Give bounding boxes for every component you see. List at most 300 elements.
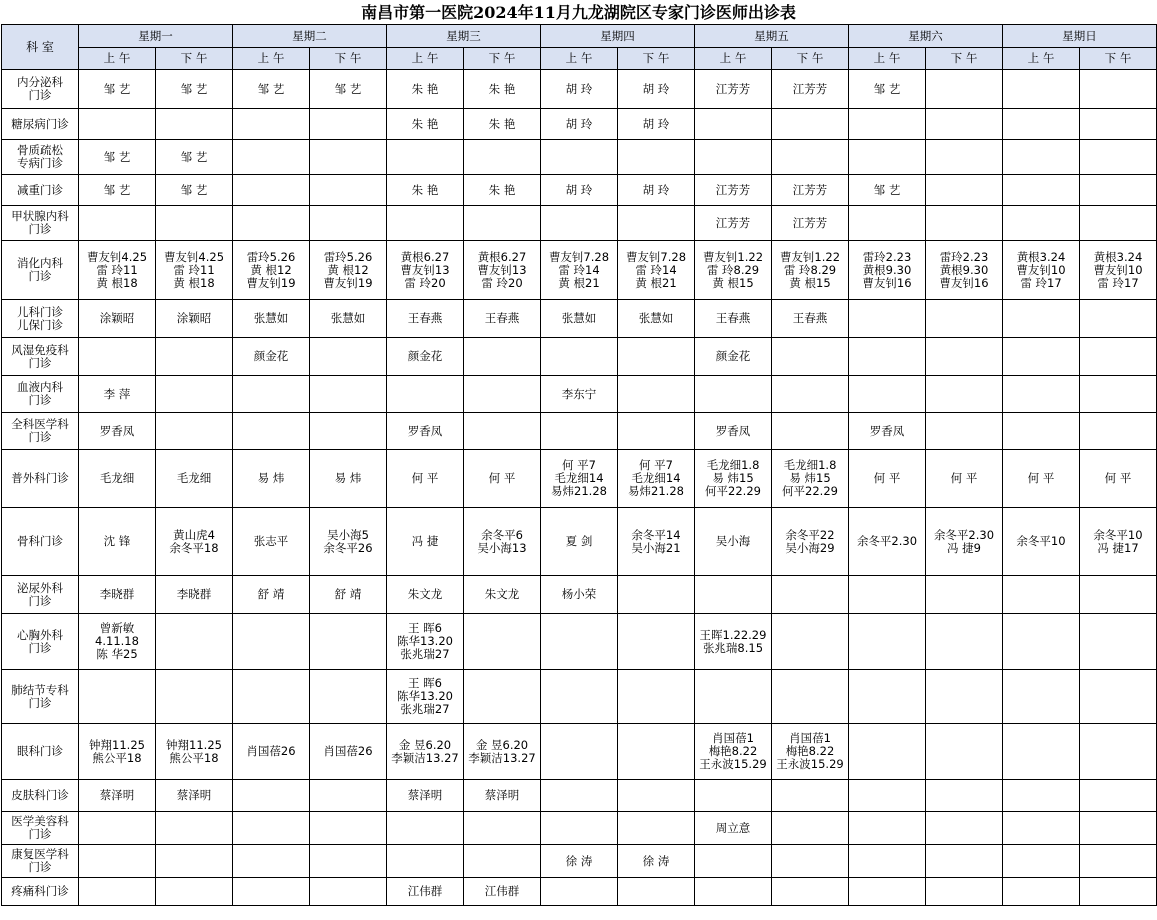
department-name-line: 皮肤科门诊 — [11, 788, 69, 802]
schedule-cell — [1003, 338, 1080, 376]
department-name-line: 肺结节专科 — [11, 682, 69, 697]
doctor-entry: 王晖1.22.29 — [699, 627, 767, 642]
schedule-cell — [772, 206, 849, 241]
schedule-cell — [849, 508, 926, 576]
schedule-cell — [79, 670, 156, 724]
doctor-entry: 易炜21.28 — [628, 484, 684, 498]
department-cell — [2, 175, 79, 206]
schedule-cell — [849, 812, 926, 845]
doctor-entry: 雷玲2.23 — [939, 249, 989, 264]
half-day-header-row — [2, 48, 1157, 70]
doctor-entry: 易 炜15 — [789, 471, 831, 485]
doctor-entry: 曹友钊7.28 — [625, 249, 687, 264]
doctor-entry: 李晓群 — [99, 587, 135, 601]
schedule-cell — [1003, 724, 1080, 780]
doctor-entry: 陈华13.20 — [397, 689, 453, 703]
schedule-cell — [233, 670, 310, 724]
schedule-body — [2, 70, 1157, 906]
schedule-cell — [849, 670, 926, 724]
doctor-entry: 曹友钊13 — [477, 262, 527, 277]
schedule-cell — [79, 413, 156, 450]
table-row — [2, 300, 1157, 338]
doctor-entry: 李颖洁13.27 — [468, 750, 536, 765]
department-name-line: 门诊 — [28, 355, 52, 370]
schedule-cell — [541, 878, 618, 906]
schedule-cell — [387, 206, 464, 241]
schedule-cell — [387, 376, 464, 413]
doctor-entry: 李 萍 — [103, 386, 131, 401]
schedule-cell — [1080, 878, 1157, 906]
schedule-cell — [387, 109, 464, 140]
table-row — [2, 780, 1157, 812]
doctor-entry: 吴小海13 — [477, 540, 527, 555]
department-name-line: 骨科门诊 — [17, 534, 63, 548]
schedule-cell — [310, 780, 387, 812]
schedule-cell — [310, 241, 387, 300]
schedule-cell — [1080, 206, 1157, 241]
doctor-entry: 邹 艺 — [103, 149, 131, 164]
schedule-cell — [1080, 300, 1157, 338]
schedule-cell — [1003, 670, 1080, 724]
schedule-cell — [156, 376, 233, 413]
schedule-cell — [772, 70, 849, 109]
doctor-entry: 邹 艺 — [103, 81, 131, 96]
table-row — [2, 614, 1157, 670]
doctor-entry: 毛龙细1.8 — [706, 458, 760, 472]
doctor-entry: 夏 剑 — [565, 534, 593, 548]
table-row — [2, 140, 1157, 175]
doctor-entry: 江芳芳 — [792, 81, 828, 96]
doctor-entry: 颜金花 — [253, 349, 289, 363]
schedule-cell — [772, 845, 849, 878]
table-row — [2, 175, 1157, 206]
doctor-entry: 曹友钊16 — [939, 275, 989, 290]
schedule-cell — [387, 508, 464, 576]
am-header: 上 午 — [541, 48, 618, 70]
schedule-cell — [1003, 450, 1080, 508]
schedule-cell — [849, 413, 926, 450]
doctor-entry: 梅艳8.22 — [708, 744, 758, 758]
schedule-cell — [618, 338, 695, 376]
doctor-entry: 曹友钊13 — [400, 262, 450, 277]
doctor-entry: 曹友钊1.22 — [779, 249, 841, 264]
schedule-cell — [156, 70, 233, 109]
department-name-line: 门诊 — [28, 269, 52, 283]
doctor-entry: 易 炜 — [257, 471, 285, 485]
doctor-entry: 何平22.29 — [782, 484, 838, 498]
doctor-entry: 雷玲5.26 — [323, 249, 373, 264]
schedule-cell — [156, 338, 233, 376]
department-name-line: 门诊 — [28, 393, 52, 407]
doctor-entry: 胡 玲 — [565, 182, 593, 197]
schedule-cell — [1080, 338, 1157, 376]
schedule-cell — [695, 670, 772, 724]
schedule-cell — [233, 508, 310, 576]
schedule-cell — [541, 338, 618, 376]
doctor-entry: 冯 捷9 — [947, 540, 981, 555]
schedule-cell — [772, 670, 849, 724]
doctor-entry: 李东宁 — [561, 386, 597, 401]
schedule-cell — [233, 241, 310, 300]
schedule-cell — [695, 508, 772, 576]
schedule-cell — [926, 70, 1003, 109]
schedule-cell — [310, 576, 387, 614]
schedule-cell — [926, 450, 1003, 508]
doctor-entry: 雷 玲17 — [1097, 275, 1139, 290]
schedule-cell — [1003, 140, 1080, 175]
doctor-entry: 4.11.18 — [95, 634, 139, 648]
doctor-entry: 张慧如 — [253, 311, 289, 325]
schedule-cell — [695, 576, 772, 614]
schedule-cell — [695, 845, 772, 878]
doctor-entry: 颜金花 — [715, 349, 751, 363]
department-name-line: 门诊 — [28, 222, 52, 236]
schedule-cell — [926, 812, 1003, 845]
department-cell — [2, 413, 79, 450]
schedule-cell — [310, 724, 387, 780]
schedule-cell — [849, 576, 926, 614]
schedule-cell — [156, 670, 233, 724]
schedule-cell — [695, 175, 772, 206]
department-name-line: 门诊 — [28, 860, 52, 874]
doctor-entry: 王春燕 — [715, 311, 751, 325]
schedule-cell — [156, 878, 233, 906]
doctor-entry: 曾新敏 — [99, 621, 135, 635]
schedule-cell — [541, 413, 618, 450]
pm-header: 下 午 — [926, 48, 1003, 70]
doctor-entry: 毛龙细1.8 — [783, 458, 837, 472]
schedule-cell — [926, 109, 1003, 140]
doctor-entry: 余冬平6 — [481, 527, 523, 542]
schedule-cell — [387, 450, 464, 508]
table-row — [2, 376, 1157, 413]
doctor-entry: 王 晖6 — [408, 621, 442, 635]
schedule-cell — [387, 845, 464, 878]
schedule-cell — [156, 450, 233, 508]
doctor-entry: 何 平 — [950, 471, 978, 485]
schedule-cell — [926, 206, 1003, 241]
schedule-cell — [926, 300, 1003, 338]
schedule-cell — [618, 109, 695, 140]
schedule-cell — [618, 206, 695, 241]
doctor-entry: 黄 根21 — [635, 275, 677, 290]
department-name-line: 减重门诊 — [17, 182, 63, 197]
department-name-line: 儿科门诊 — [17, 304, 63, 319]
schedule-cell — [695, 241, 772, 300]
doctor-entry: 余冬平26 — [323, 540, 373, 555]
schedule-cell — [772, 241, 849, 300]
doctor-entry: 冯 捷17 — [1097, 540, 1139, 555]
schedule-cell — [79, 845, 156, 878]
schedule-cell — [156, 780, 233, 812]
schedule-cell — [541, 300, 618, 338]
schedule-cell — [541, 175, 618, 206]
doctor-entry: 余冬平14 — [631, 527, 681, 542]
doctor-entry: 胡 玲 — [642, 182, 670, 197]
doctor-entry: 朱 艳 — [411, 182, 439, 197]
schedule-cell — [1080, 70, 1157, 109]
pm-header: 下 午 — [618, 48, 695, 70]
doctor-entry: 雷玲5.26 — [246, 249, 296, 264]
department-name-line: 普外科门诊 — [11, 471, 69, 485]
schedule-cell — [849, 70, 926, 109]
doctor-entry: 余冬平18 — [169, 540, 219, 555]
schedule-cell — [1080, 670, 1157, 724]
doctor-entry: 蔡泽明 — [484, 788, 520, 802]
schedule-cell — [849, 175, 926, 206]
department-cell — [2, 845, 79, 878]
schedule-cell — [310, 812, 387, 845]
schedule-cell — [310, 338, 387, 376]
doctor-entry: 张志平 — [253, 534, 289, 548]
am-header: 上 午 — [233, 48, 310, 70]
schedule-cell — [541, 450, 618, 508]
doctor-entry: 黄 根12 — [327, 262, 369, 277]
schedule-cell — [541, 241, 618, 300]
schedule-cell — [1080, 780, 1157, 812]
schedule-cell — [541, 812, 618, 845]
schedule-cell — [618, 450, 695, 508]
doctor-entry: 何 平 — [411, 471, 439, 485]
schedule-cell — [849, 614, 926, 670]
schedule-cell — [310, 845, 387, 878]
schedule-cell — [1080, 845, 1157, 878]
doctor-entry: 邹 艺 — [334, 81, 362, 96]
department-name-line: 心胸外科 — [17, 627, 63, 642]
schedule-cell — [926, 780, 1003, 812]
schedule-cell — [695, 70, 772, 109]
schedule-cell — [1003, 70, 1080, 109]
doctor-entry: 黄 根15 — [789, 275, 831, 290]
schedule-cell — [79, 175, 156, 206]
am-header: 上 午 — [849, 48, 926, 70]
department-name-line: 骨质疏松 — [17, 143, 63, 157]
schedule-cell — [79, 614, 156, 670]
schedule-cell — [387, 338, 464, 376]
doctor-entry: 易 炜 — [334, 471, 362, 485]
schedule-cell — [79, 576, 156, 614]
doctor-entry: 朱 艳 — [488, 182, 516, 197]
doctor-entry: 曹友钊10 — [1016, 262, 1066, 277]
schedule-cell — [79, 780, 156, 812]
department-name-line: 门诊 — [28, 695, 52, 710]
schedule-cell — [464, 140, 541, 175]
schedule-cell — [1080, 614, 1157, 670]
doctor-entry: 肖国蓓26 — [323, 744, 373, 758]
doctor-entry: 沈 锋 — [103, 534, 131, 548]
doctor-entry: 毛龙细 — [176, 471, 212, 485]
schedule-cell — [1080, 812, 1157, 845]
schedule-cell — [464, 413, 541, 450]
doctor-entry: 何 平 — [1104, 471, 1132, 485]
department-cell — [2, 780, 79, 812]
schedule-cell — [79, 812, 156, 845]
schedule-cell — [156, 614, 233, 670]
schedule-cell — [1003, 376, 1080, 413]
schedule-cell — [1080, 140, 1157, 175]
schedule-cell — [1003, 780, 1080, 812]
doctor-entry: 曹友钊4.25 — [163, 249, 225, 264]
schedule-cell — [1080, 241, 1157, 300]
department-cell — [2, 338, 79, 376]
doctor-entry: 何 平 — [488, 471, 516, 485]
schedule-cell — [541, 376, 618, 413]
schedule-cell — [387, 878, 464, 906]
schedule-cell — [1003, 300, 1080, 338]
department-name-line: 门诊 — [28, 593, 52, 608]
doctor-entry: 钟翔11.25 — [166, 737, 222, 752]
schedule-cell — [156, 812, 233, 845]
schedule-cell — [772, 338, 849, 376]
schedule-cell — [849, 338, 926, 376]
schedule-cell — [618, 413, 695, 450]
schedule-cell — [387, 241, 464, 300]
doctor-entry: 朱文龙 — [407, 587, 443, 601]
schedule-cell — [541, 508, 618, 576]
doctor-entry: 何 平 — [1027, 471, 1055, 485]
doctor-entry: 江芳芳 — [715, 182, 751, 197]
department-name-line: 疼痛科门诊 — [11, 884, 69, 898]
doctor-entry: 雷 玲20 — [481, 275, 523, 290]
schedule-cell — [926, 845, 1003, 878]
doctor-entry: 吴小海 — [715, 534, 751, 548]
doctor-entry: 颜金花 — [407, 349, 443, 363]
doctor-entry: 肖国蓓1 — [789, 731, 831, 745]
department-name-line: 门诊 — [28, 640, 52, 655]
schedule-cell — [618, 724, 695, 780]
schedule-cell — [464, 576, 541, 614]
schedule-cell — [310, 70, 387, 109]
day-header-tue: 星期二 — [233, 25, 387, 48]
department-cell — [2, 206, 79, 241]
doctor-entry: 曹友钊7.28 — [548, 249, 610, 264]
schedule-cell — [233, 845, 310, 878]
schedule-cell — [1003, 845, 1080, 878]
doctor-entry: 张兆瑞27 — [400, 702, 450, 716]
day-header-thu: 星期四 — [541, 25, 695, 48]
schedule-cell — [387, 780, 464, 812]
schedule-cell — [541, 109, 618, 140]
schedule-cell — [79, 300, 156, 338]
schedule-cell — [156, 300, 233, 338]
schedule-cell — [695, 206, 772, 241]
doctor-entry: 朱 艳 — [488, 116, 516, 131]
schedule-cell — [1003, 878, 1080, 906]
schedule-cell — [464, 780, 541, 812]
pm-header: 下 午 — [1080, 48, 1157, 70]
doctor-entry: 罗香凤 — [715, 423, 751, 438]
doctor-entry: 黄 根21 — [558, 275, 600, 290]
doctor-entry: 朱 艳 — [488, 81, 516, 96]
doctor-entry: 余冬平10 — [1093, 527, 1143, 542]
schedule-cell — [464, 812, 541, 845]
schedule-cell — [772, 508, 849, 576]
department-cell — [2, 724, 79, 780]
schedule-cell — [464, 878, 541, 906]
doctor-entry: 易炜21.28 — [551, 484, 607, 498]
am-header: 上 午 — [387, 48, 464, 70]
schedule-cell — [156, 109, 233, 140]
department-name-line: 专病门诊 — [17, 156, 63, 170]
schedule-cell — [464, 376, 541, 413]
doctor-entry: 余冬平2.30 — [856, 534, 918, 548]
schedule-cell — [156, 845, 233, 878]
doctor-entry: 金 昱6.20 — [475, 737, 529, 752]
doctor-entry: 余冬平2.30 — [933, 527, 995, 542]
doctor-entry: 黄山虎4 — [173, 527, 215, 542]
schedule-cell — [1003, 413, 1080, 450]
department-cell — [2, 576, 79, 614]
doctor-entry: 何 平 — [873, 471, 901, 485]
schedule-cell — [618, 670, 695, 724]
department-cell — [2, 508, 79, 576]
schedule-cell — [849, 724, 926, 780]
schedule-cell — [926, 878, 1003, 906]
schedule-cell — [79, 206, 156, 241]
table-row — [2, 508, 1157, 576]
schedule-cell — [387, 175, 464, 206]
doctor-entry: 何 平7 — [639, 458, 673, 472]
doctor-entry: 吴小海29 — [785, 540, 835, 555]
schedule-cell — [387, 413, 464, 450]
schedule-cell — [233, 812, 310, 845]
doctor-entry: 黄 根15 — [712, 275, 754, 290]
doctor-entry: 余冬平10 — [1016, 534, 1066, 548]
schedule-cell — [618, 175, 695, 206]
doctor-entry: 涂颖昭 — [176, 311, 212, 325]
doctor-entry: 熊公平18 — [92, 750, 142, 765]
schedule-cell — [464, 724, 541, 780]
doctor-entry: 毛龙细 — [99, 471, 135, 485]
department-name-line: 内分泌科 — [17, 75, 63, 89]
schedule-cell — [233, 724, 310, 780]
doctor-entry: 舒 靖 — [334, 587, 362, 601]
doctor-entry: 钟翔11.25 — [89, 737, 145, 752]
schedule-cell — [695, 376, 772, 413]
schedule-cell — [79, 338, 156, 376]
schedule-cell — [387, 576, 464, 614]
doctor-entry: 曹友钊1.22 — [702, 249, 764, 264]
schedule-cell — [695, 140, 772, 175]
schedule-cell — [1080, 508, 1157, 576]
schedule-cell — [1080, 724, 1157, 780]
page-title: 南昌市第一医院2024年11月九龙湖院区专家门诊医师出诊表 — [361, 3, 796, 22]
schedule-cell — [695, 300, 772, 338]
schedule-cell — [233, 376, 310, 413]
schedule-cell — [695, 614, 772, 670]
department-name-line: 全科医学科 — [11, 417, 69, 431]
schedule-cell — [541, 206, 618, 241]
doctor-entry: 曹友钊19 — [246, 275, 296, 290]
table-row — [2, 413, 1157, 450]
schedule-cell — [464, 300, 541, 338]
schedule-cell — [233, 140, 310, 175]
doctor-entry: 黄 根18 — [96, 275, 138, 290]
schedule-cell — [310, 413, 387, 450]
schedule-cell — [79, 140, 156, 175]
schedule-cell — [387, 70, 464, 109]
schedule-cell — [772, 109, 849, 140]
schedule-cell — [464, 845, 541, 878]
schedule-cell — [233, 300, 310, 338]
department-cell — [2, 140, 79, 175]
schedule-cell — [618, 878, 695, 906]
doctor-entry: 曹友钊4.25 — [86, 249, 148, 264]
schedule-cell — [310, 140, 387, 175]
department-cell — [2, 670, 79, 724]
schedule-cell — [926, 241, 1003, 300]
doctor-entry: 张兆瑞27 — [400, 647, 450, 661]
